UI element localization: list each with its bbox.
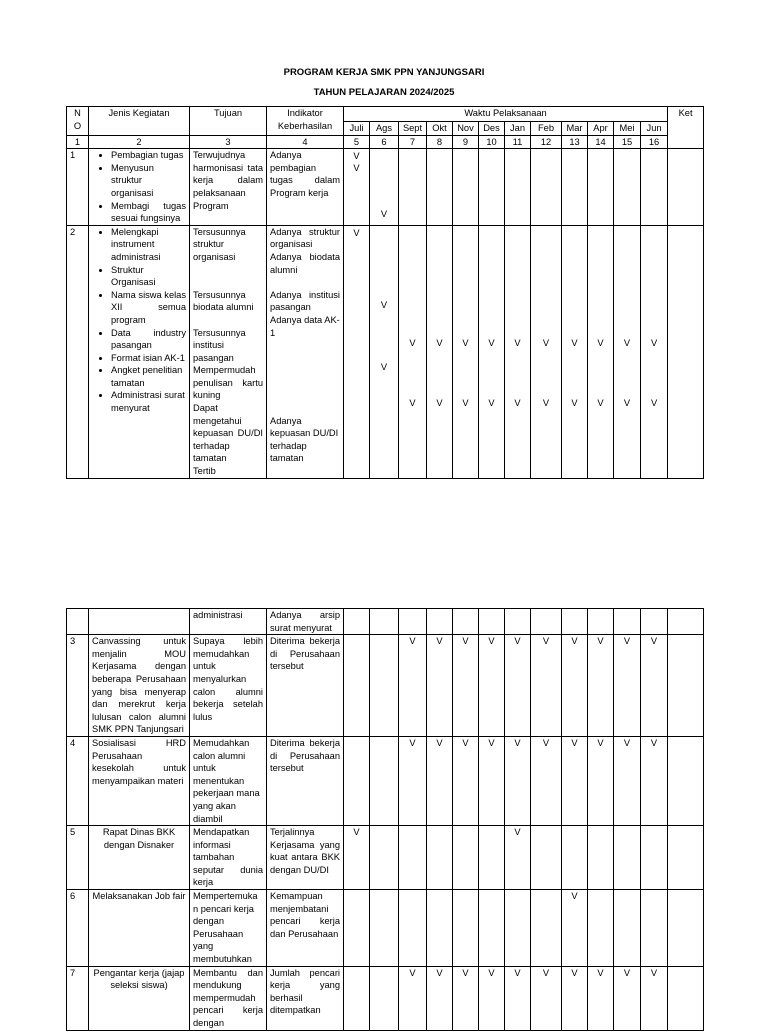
- activity-cell: [89, 149, 190, 226]
- table-row: [67, 890, 704, 967]
- header-indicator: Indikator Keberhasilan: [267, 107, 344, 136]
- document-subtitle: TAHUN PELAJARAN 2024/2025: [313, 87, 455, 98]
- schedule-mark: V: [614, 966, 641, 1030]
- schedule-mark: V: [380, 361, 388, 372]
- month-des: Des: [479, 122, 505, 136]
- schedule-mark: V: [650, 397, 658, 408]
- indicator-cell: Kemampuan menjembatani pencari kerja dan Perusahaan: [267, 890, 344, 967]
- activity-cell: [89, 225, 190, 478]
- schedule-mark: V: [409, 337, 416, 348]
- row-number: 7: [67, 966, 89, 1030]
- goal-item: Tersusunnya biodata alumni: [193, 289, 254, 313]
- schedule-mark: V: [650, 337, 658, 348]
- goal-item: Tersusunnya struktur organisasi: [193, 226, 246, 262]
- month-juli: Juli: [344, 122, 370, 136]
- activity-cell: Pengantar kerja (jajap seleksi siswa): [89, 966, 190, 1030]
- schedule-mark: V: [531, 736, 562, 825]
- schedule-mark: V: [571, 397, 578, 408]
- col-number: 15: [614, 135, 641, 149]
- indicator-cell: Jumlah pencari kerja yang berhasil ditempatkan: [267, 966, 344, 1030]
- col-number: 5: [344, 135, 370, 149]
- schedule-mark: V: [436, 337, 443, 348]
- col-number: 8: [427, 135, 453, 149]
- col-number: 14: [588, 135, 614, 149]
- table-row: [67, 609, 704, 635]
- table-row: [67, 966, 704, 1030]
- goal-item: Tersusunnya institusi pasangan: [193, 327, 246, 363]
- goal-cell: Memudahkan calon alumni untuk menentukan pekerjaan mana yang akan diambil: [190, 736, 267, 825]
- goal-cell: Supaya lebih memudahkan untuk menyalurkan calon alumni bekerja setelah lulus: [190, 635, 267, 737]
- header-note: Ket: [668, 107, 704, 149]
- schedule-mark: V: [514, 337, 521, 348]
- schedule-mark: V: [380, 299, 388, 310]
- month-jun: Jun: [641, 122, 668, 136]
- table-row: [67, 635, 704, 737]
- col-number: 9: [453, 135, 479, 149]
- goal-item: Tertib: [193, 466, 216, 477]
- schedule-mark: V: [562, 966, 588, 1030]
- goal-cell: Terwujudnya harmonisasi tata kerja dalam pelaksanaan Program: [190, 149, 267, 226]
- schedule-mark: V: [427, 635, 453, 737]
- indicator-cell: Diterima bekerja di Perusahaan tersebut: [267, 635, 344, 737]
- list-item: • Format isian AK-1: [111, 352, 186, 365]
- col-number: 10: [479, 135, 505, 149]
- col-number: 4: [267, 135, 344, 149]
- schedule-mark: V: [479, 635, 505, 737]
- schedule-mark: V: [462, 337, 469, 348]
- month-mei: Mei: [614, 122, 641, 136]
- table-row: [67, 149, 704, 226]
- row-number: 2: [67, 225, 89, 478]
- month-jan: Jan: [505, 122, 531, 136]
- col-number: 1: [67, 135, 89, 149]
- month-mar: Mar: [562, 122, 588, 136]
- schedule-mark: V: [562, 635, 588, 737]
- schedule-mark: V: [623, 337, 631, 348]
- list-item: • Menyusun struktur organisasi: [111, 162, 186, 200]
- list-item: • Administrasi surat menyurat: [111, 389, 186, 414]
- schedule-mark: V: [505, 966, 531, 1030]
- month-apr: Apr: [588, 122, 614, 136]
- schedule-mark: V: [344, 826, 370, 890]
- col-number: 7: [399, 135, 427, 149]
- list-item: • Angket penelitian tamatan: [111, 364, 186, 389]
- col-number: 16: [641, 135, 668, 149]
- schedule-mark: V: [542, 337, 550, 348]
- schedule-mark: V: [531, 635, 562, 737]
- col-number: 13: [562, 135, 588, 149]
- schedule-mark: V: [614, 736, 641, 825]
- month-sept: Sept: [399, 122, 427, 136]
- indicator-item: Adanya kepuasan DU/DI terhadap tamatan: [270, 415, 339, 464]
- work-program-table-page-1: [66, 106, 704, 479]
- schedule-mark: V: [453, 736, 479, 825]
- goal-cell: Membantu dan mendukung mempermudah pencari kerja dengan: [190, 966, 267, 1030]
- schedule-mark: V: [462, 397, 469, 408]
- schedule-mark: V: [588, 635, 614, 737]
- row-number: 1: [67, 149, 89, 226]
- list-item: • Melengkapi instrument administrasi: [111, 226, 186, 264]
- work-program-table-page-2: [66, 608, 704, 1031]
- schedule-mark: V: [353, 151, 360, 162]
- document-title: PROGRAM KERJA SMK PPN YANJUNGSARI: [283, 67, 485, 78]
- schedule-mark: V: [399, 966, 427, 1030]
- month-nov: Nov: [453, 122, 479, 136]
- schedule-mark: V: [505, 736, 531, 825]
- list-item: • Nama siswa kelas XII semua program: [111, 289, 186, 327]
- goal-item: Mempermudah penulisan kartu kuning: [193, 365, 263, 401]
- schedule-mark: V: [597, 397, 604, 408]
- month-ags: Ags: [370, 122, 399, 136]
- row-number: 4: [67, 736, 89, 825]
- schedule-mark: V: [641, 736, 668, 825]
- activity-cell: Canvassing untuk menjalin MOU Kerjasama dengan beberapa Perusahaan yang bisa menyerap dan merekrut kerja lulusan calon alumni SMK PPN Tanjungsari: [89, 635, 190, 737]
- schedule-mark: V: [505, 635, 531, 737]
- schedule-mark: V: [453, 966, 479, 1030]
- schedule-mark: V: [514, 397, 521, 408]
- list-item: • Data industry pasangan: [111, 327, 186, 352]
- goal-item: Dapat mengetahui kepuasan DU/DI terhadap tamatan: [193, 403, 263, 464]
- header-activity: Jenis Kegiatan: [89, 107, 190, 136]
- schedule-mark: V: [597, 337, 604, 348]
- col-number: 6: [370, 135, 399, 149]
- schedule-mark: V: [427, 736, 453, 825]
- schedule-mark: V: [479, 966, 505, 1030]
- schedule-mark: V: [353, 227, 360, 238]
- col-number: 12: [531, 135, 562, 149]
- month-okt: Okt: [427, 122, 453, 136]
- table-row: [67, 826, 704, 890]
- indicator-cell: [267, 225, 344, 478]
- schedule-mark: V: [571, 337, 578, 348]
- goal-cell: Mendapatkan informasi tambahan seputar dunia kerja: [190, 826, 267, 890]
- goal-cell: [190, 225, 267, 478]
- activity-cell: [89, 609, 190, 635]
- indicator-cell: Terjalinnya Kerjasama yang kuat antara BKK dengan DU/DI: [267, 826, 344, 890]
- schedule-mark: V: [488, 397, 495, 408]
- row-number: 5: [67, 826, 89, 890]
- activity-cell: Melaksanakan Job fair: [89, 890, 190, 967]
- schedule-mark: V: [562, 736, 588, 825]
- indicator-item: Adanya biodata alumni: [270, 251, 340, 275]
- indicator-cell: Adanya pembagian tugas dalam Program kerja: [267, 149, 344, 226]
- indicator-item: Adanya struktur organisasi: [270, 226, 340, 250]
- row-number: [67, 609, 89, 635]
- header-goal: Tujuan: [190, 107, 267, 136]
- activity-cell: Sosialisasi HRD Perusahaan kesekolah untuk menyampaikan materi: [89, 736, 190, 825]
- table-row: [67, 736, 704, 825]
- col-number: 11: [505, 135, 531, 149]
- indicator-cell: Adanya arsip surat menyurat: [267, 609, 344, 635]
- month-feb: Feb: [531, 122, 562, 136]
- schedule-mark: V: [531, 966, 562, 1030]
- schedule-mark: V: [641, 635, 668, 737]
- schedule-mark: V: [453, 635, 479, 737]
- row-number: 6: [67, 890, 89, 967]
- schedule-mark: V: [409, 397, 416, 408]
- schedule-mark: V: [562, 890, 588, 967]
- schedule-mark: V: [479, 736, 505, 825]
- schedule-mark: V: [641, 966, 668, 1030]
- schedule-mark: V: [614, 635, 641, 737]
- schedule-mark: V: [427, 966, 453, 1030]
- table-row: [67, 225, 704, 478]
- list-item: • Struktur Organisasi: [111, 264, 186, 289]
- schedule-mark: V: [353, 163, 360, 174]
- col-number: 3: [190, 135, 267, 149]
- header-schedule: Waktu Pelaksanaan: [344, 107, 668, 122]
- indicator-item: Adanya institusi pasangan: [270, 289, 340, 313]
- col-number: 2: [89, 135, 190, 149]
- schedule-mark: V: [505, 826, 531, 890]
- schedule-mark: V: [588, 736, 614, 825]
- schedule-mark: V: [436, 397, 443, 408]
- activity-cell: Rapat Dinas BKK dengan Disnaker: [89, 826, 190, 890]
- schedule-mark: V: [380, 209, 388, 220]
- schedule-mark: V: [399, 635, 427, 737]
- indicator-cell: Diterima bekerja di Perusahaan tersebut: [267, 736, 344, 825]
- header-no: N O: [67, 107, 89, 136]
- schedule-mark: V: [542, 397, 550, 408]
- schedule-mark: V: [399, 736, 427, 825]
- schedule-mark: V: [623, 397, 631, 408]
- goal-cell: administrasi: [190, 609, 267, 635]
- row-number: 3: [67, 635, 89, 737]
- list-item: • Membagi tugas sesuai fungsinya: [111, 200, 186, 225]
- schedule-mark: V: [488, 337, 495, 348]
- indicator-item: Adanya data AK-1: [270, 314, 340, 338]
- goal-cell: Mempertemuka n pencari kerja dengan Perusahaan yang membutuhkan: [190, 890, 267, 967]
- schedule-mark: V: [588, 966, 614, 1030]
- list-item: • Pembagian tugas: [111, 149, 186, 162]
